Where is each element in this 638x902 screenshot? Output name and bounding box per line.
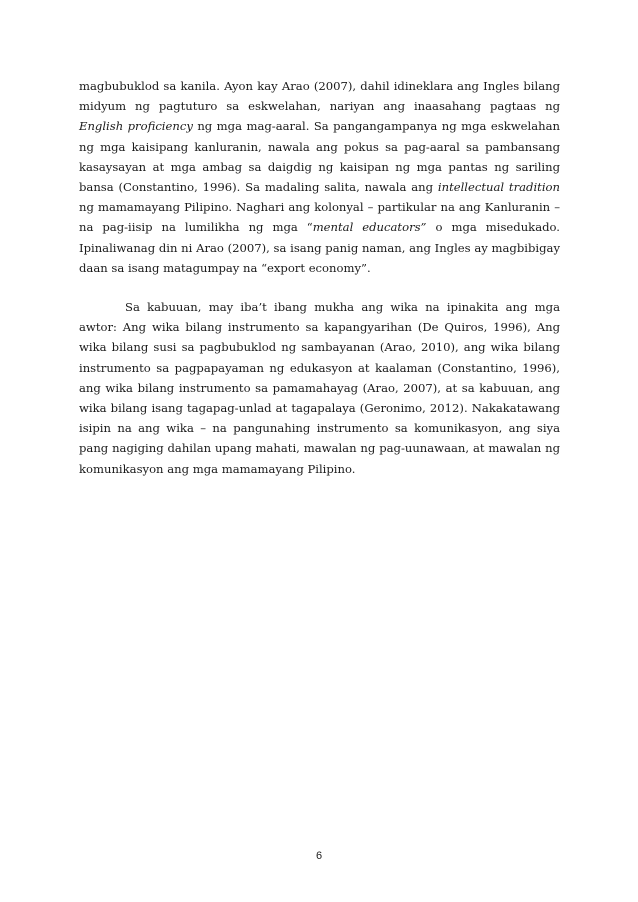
text-segment: o mga misedukado. Ipinaliwanag din ni Arao (2007), sa isang panig naman, ang Ingles ay magbibigay daan sa isang matagumpay na “export economy”. (79, 220, 560, 275)
text-segment: Sa kabuuan, may iba’t ibang mukha ang wika na ipinakita ang mga awtor: Ang wika bilang instrumento sa kapangyarihan (De Quiros, 1996), Ang wika bilang susi sa pagbubuklod ng sambayanan (Arao, 2010), ang wika bilang instrumento sa pagpapayaman ng edukasyon at kaalaman (Constantino, 1996), ang wika bilang instrumento sa pamamahayag (Arao, 2007), at sa kabuuan, ang wika bilang isang tagapag-unlad at tagapalaya (Geronimo, 2012). Nakakatawang isipin na ang wika – na pangunahing instrumento sa komunikasyon, ang siya pang nagiging dahilan upang mahati, mawalan ng pag-uunawaan, at mawalan ng komunikasyon ang mga mamamayang Pilipino. (79, 300, 560, 476)
italic-term: English proficiency (79, 119, 193, 134)
text-segment: magbubuklod sa kanila. Ayon kay Arao (2007), dahil idineklara ang Ingles bilang midyum ng pagtuturo sa eskwelahan, nariyan ang inaasahang pagtaas ng (79, 79, 560, 114)
paragraph-2 (79, 297, 560, 479)
italic-term: intellectual tradition (437, 180, 560, 195)
italic-term: mental educators” (312, 220, 427, 235)
text-segment: ng mga mag-aaral. Sa pangangampanya ng mga eskwelahan ng mga kaisipang kanluranin, nawala ang pokus sa pag-aaral sa pambansang kasaysayan at mga ambag sa daigdig ng kaisipan ng mga pantas ng sariling bansa (Constantino, 1996). Sa madaling salita, nawala ang (79, 119, 560, 195)
body-text (79, 76, 560, 479)
text-segment: ng mamamayang Pilipino. Naghari ang kolonyal – partikular na ang Kanluranin – na pag-iisip na lumilikha ng mga “ (79, 200, 560, 235)
paragraph-1 (79, 76, 560, 278)
page-number: 6 (315, 850, 323, 862)
